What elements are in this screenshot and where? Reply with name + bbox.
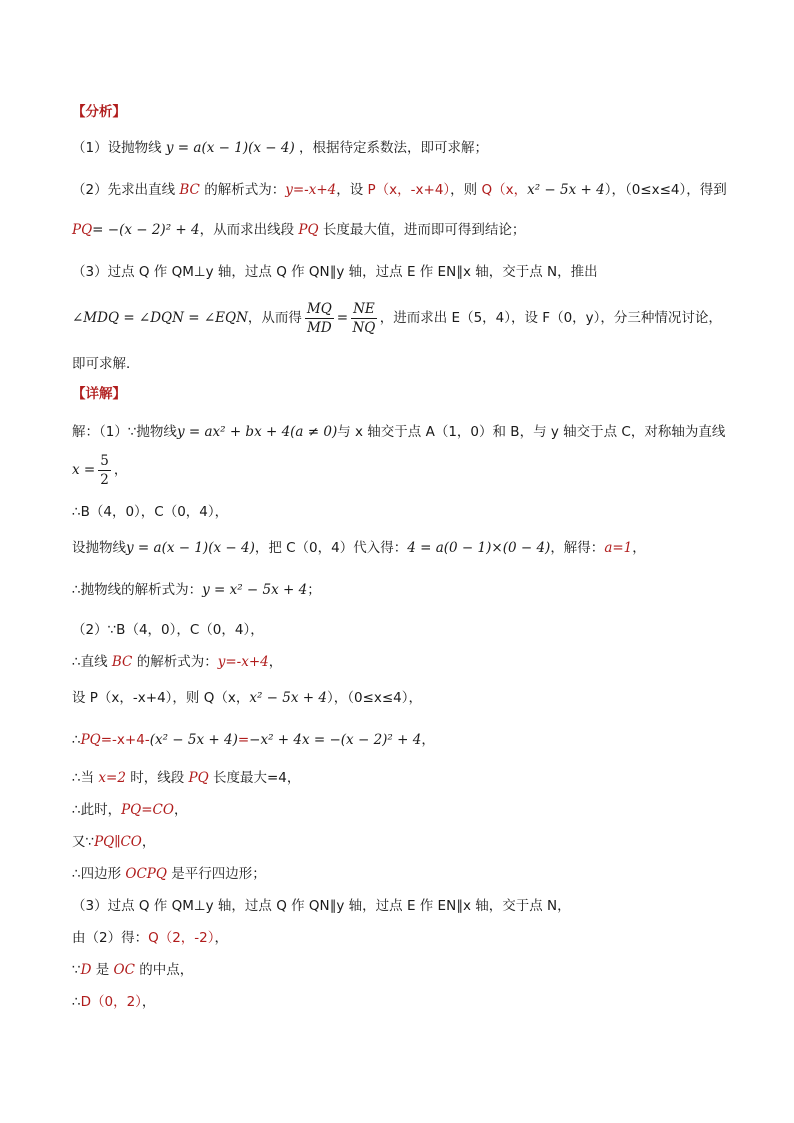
detail-line: ∴直线 BC 的解析式为：y=-x+4， — [72, 654, 283, 670]
detail-line: x = $\frac{5}{2}$ ， — [72, 452, 128, 488]
detail-line: ∴抛物线的解析式为：y = x² − 5x + 4； — [72, 582, 321, 598]
analysis-part1: （1）设抛物线 y = a(x − 1)(x − 4) ，根据待定系数法，即可求解； — [72, 140, 489, 156]
analysis-part3-line2: ∠MDQ = ∠DQN = ∠EQN，从而得 $\frac{MQ}{MD}$ = $\frac{NE}{NQ}$ ，进而求出 E（5，4），设 F（0，y），分三种情况讨论， — [72, 300, 722, 336]
analysis-part3-line3: 即可求解． — [72, 356, 140, 372]
detail-line: （3）过点 Q 作 QM⊥y 轴，过点 Q 作 QN∥y 轴，过点 E 作 EN∥x 轴，交于点 N， — [72, 898, 571, 914]
analysis-part2-line2: PQ= −(x − 2)² + 4，从而求出线段 PQ 长度最大值，进而即可得到结论； — [72, 222, 526, 238]
detail-line: 由（2）得：Q（2，-2）， — [72, 930, 229, 946]
fraction-five-halves: $\frac{5}{2}$ — [100, 452, 109, 488]
analysis-heading: 【分析】 — [72, 104, 126, 120]
fraction-ne-nq: $\frac{NE}{NQ}$ — [352, 300, 376, 336]
detail-line: （2）∵B（4，0），C（0，4）， — [72, 622, 264, 638]
detail-line: ∴B（4，0），C（0，4）， — [72, 504, 229, 520]
analysis-part3-line1: （3）过点 Q 作 QM⊥y 轴，过点 Q 作 QN∥y 轴，过点 E 作 EN∥x 轴，交于点 N，推出 — [72, 264, 598, 280]
fraction-mq-md: $\frac{MQ}{MD}$ — [306, 300, 332, 336]
analysis-part2-line1: （2）先求出直线 BC 的解析式为：y=-x+4，设 P（x，-x+4），则 Q（x，x² − 5x + 4），（0≤x≤4），得到 — [72, 182, 727, 198]
detail-heading: 【详解】 — [72, 386, 126, 402]
detail-line: ∴四边形 OCPQ 是平行四边形； — [72, 866, 266, 882]
detail-line: ∴PQ=-x+4-(x² − 5x + 4)=−x² + 4x = −(x − 2)² + 4， — [72, 732, 435, 748]
detail-line: 解：（1）∵抛物线y = ax² + bx + 4(a ≠ 0)与 x 轴交于点 A（1，0）和 B，与 y 轴交于点 C，对称轴为直线 — [72, 424, 726, 440]
detail-line: ∴当 x=2 时，线段 PQ 长度最大=4， — [72, 770, 301, 786]
detail-line: 设 P（x，-x+4），则 Q（x，x² − 5x + 4），（0≤x≤4）， — [72, 690, 422, 706]
detail-line: 设抛物线y = a(x − 1)(x − 4)，把 C（0，4）代入得：4 = a(0 − 1)×(0 − 4)，解得：a=1， — [72, 540, 646, 556]
formula: y = a(x − 1)(x − 4) — [165, 140, 295, 156]
detail-line: ∵D 是 OC 的中点， — [72, 962, 194, 978]
detail-line: 又∵PQ∥CO， — [72, 834, 156, 850]
detail-line: ∴此时，PQ=CO， — [72, 802, 188, 818]
detail-line: ∴D（0，2）， — [72, 994, 156, 1010]
